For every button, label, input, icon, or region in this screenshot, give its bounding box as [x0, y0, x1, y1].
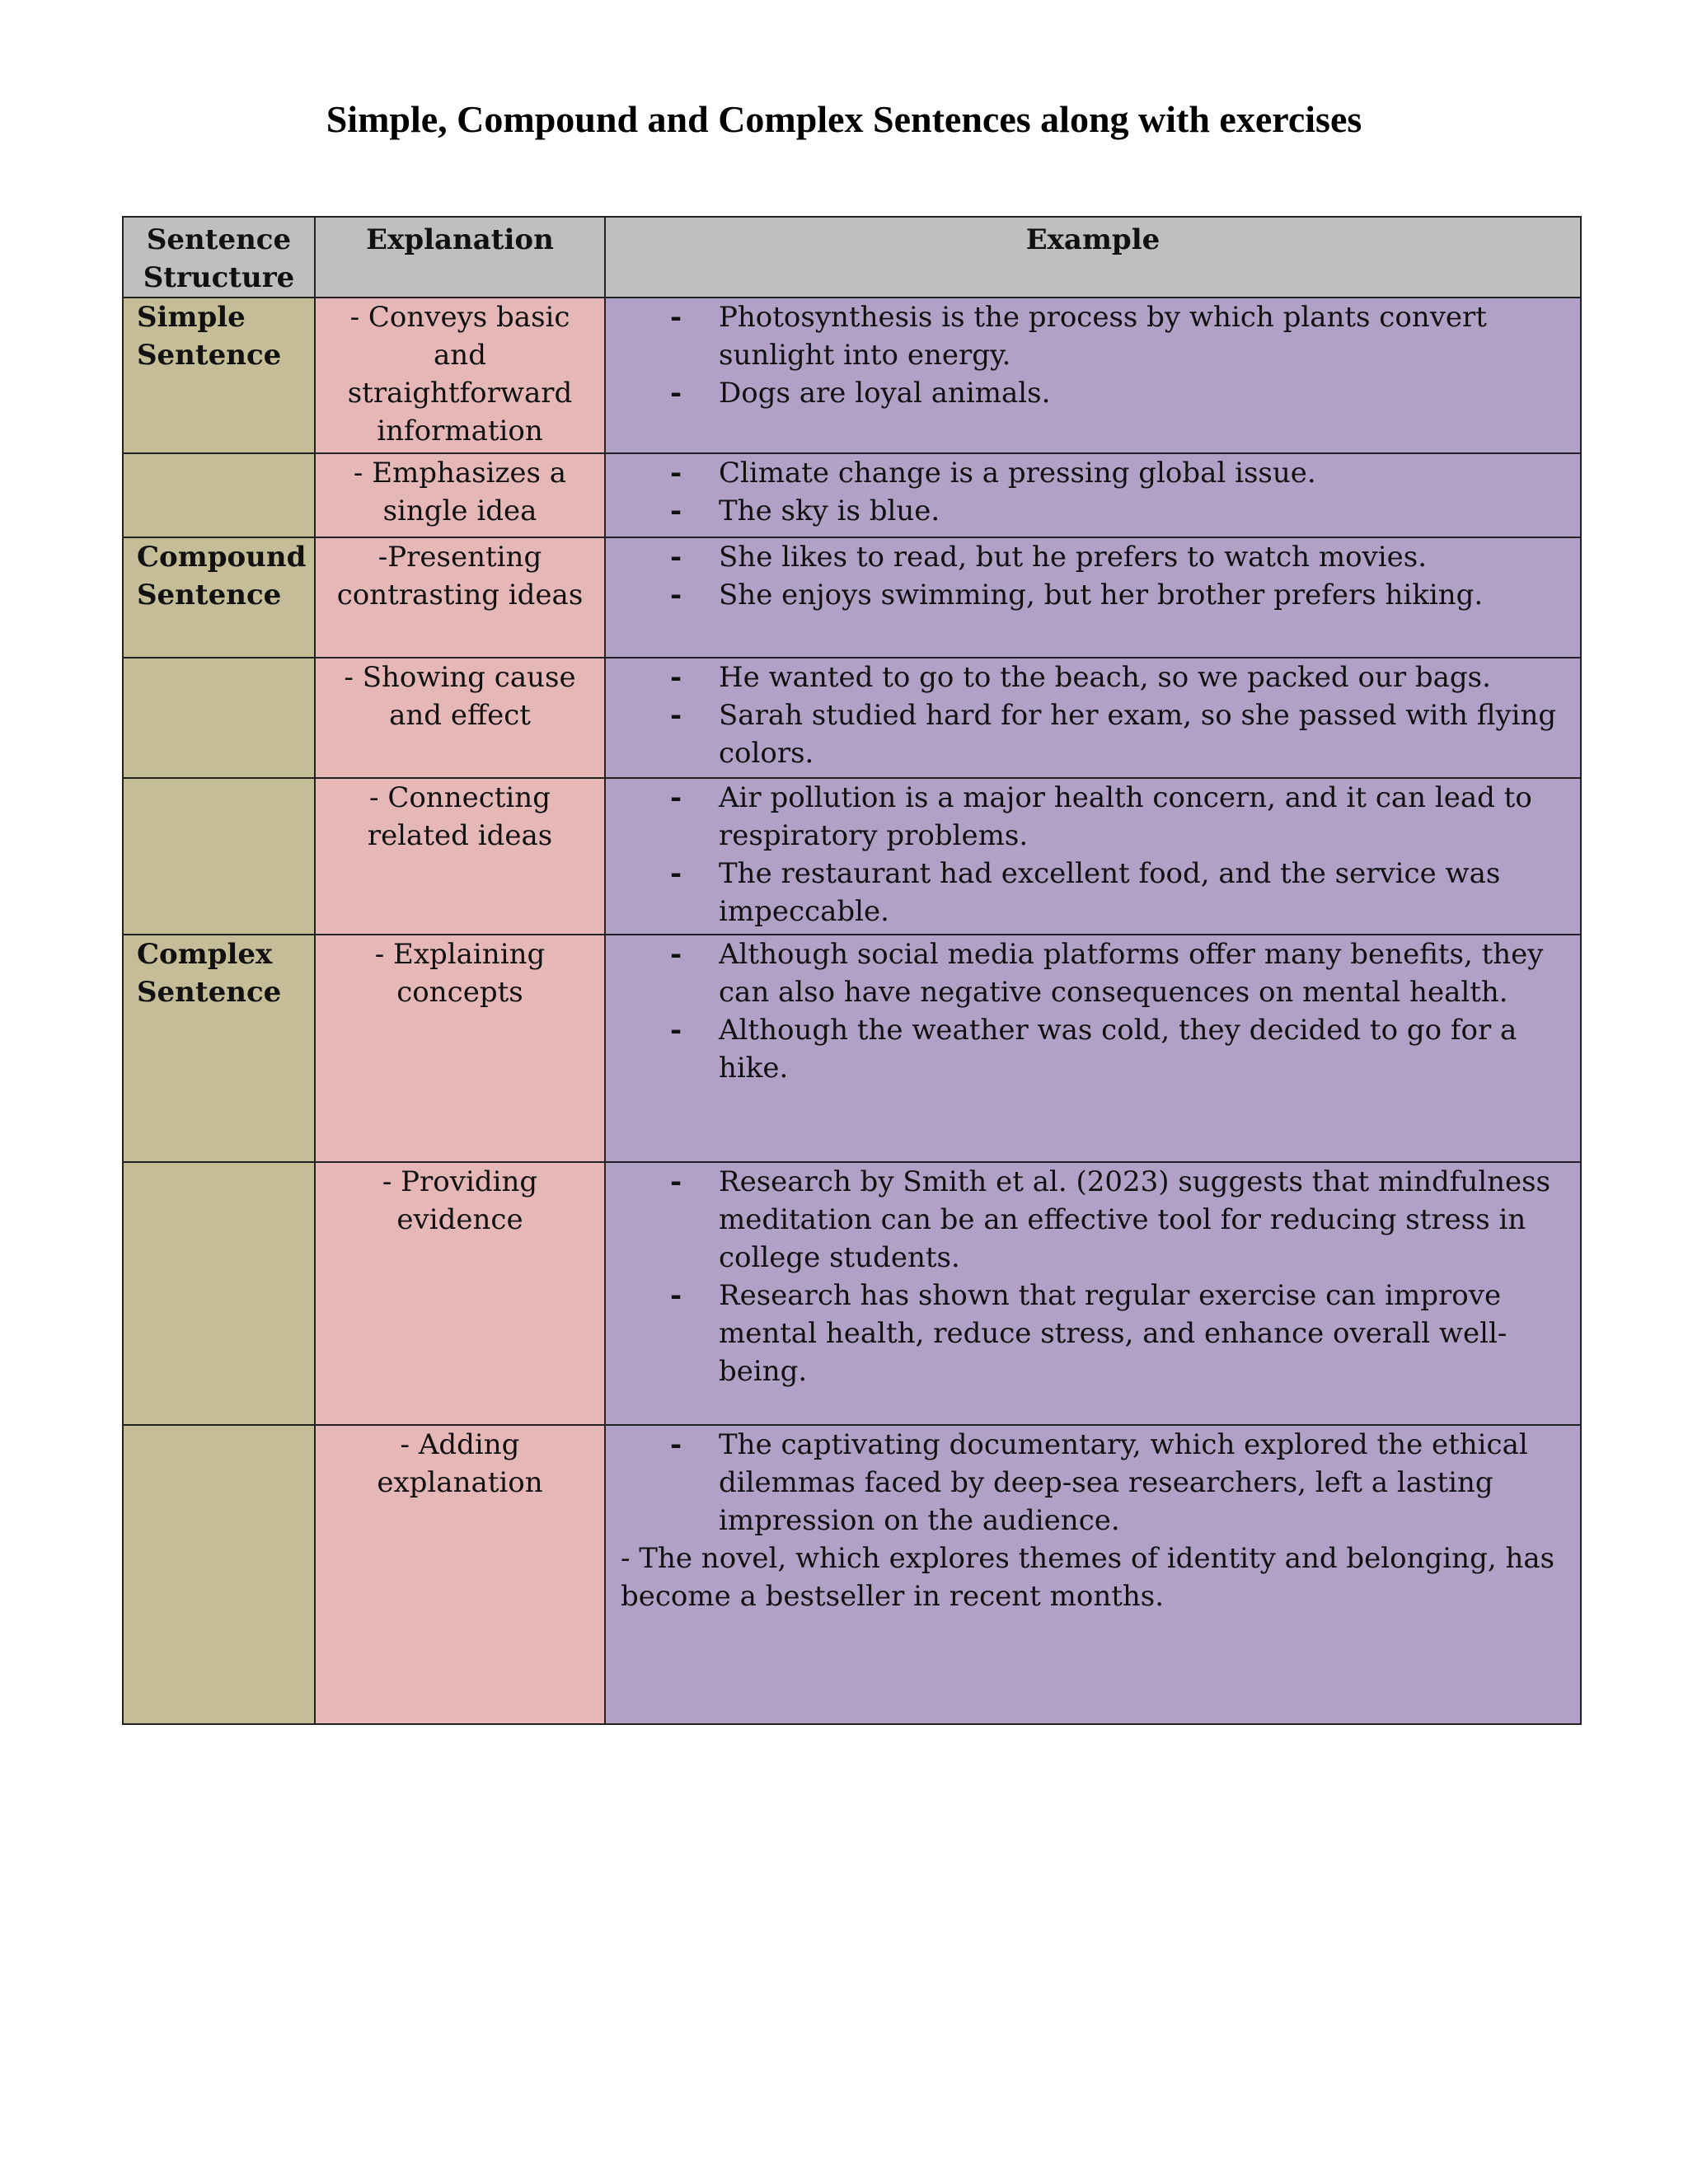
example-text: Research by Smith et al. (2023) suggests that mindfulness meditation can be an effective tool for reducing stress in college students. — [719, 1165, 1551, 1274]
structure-cell — [123, 935, 315, 1162]
bullet-dash: - — [670, 857, 682, 890]
bullet-dash: - — [670, 938, 682, 971]
explanation-line: contrasting ideas — [336, 579, 584, 612]
table-row — [123, 1162, 1581, 1425]
structure-line: Sentence — [137, 976, 282, 1009]
explanation-line: and effect — [389, 699, 531, 732]
bullet-dash: - — [670, 1279, 682, 1312]
explanation-line: - Emphasizes a — [353, 457, 567, 490]
example-item — [606, 492, 1572, 530]
example-text: Although the weather was cold, they decided to go for a hike. — [719, 1014, 1517, 1085]
example-text: Dogs are loyal animals. — [719, 377, 1051, 410]
explanation-line: - Connecting — [369, 781, 551, 814]
explanation-line: related ideas — [367, 819, 553, 852]
example-cell — [605, 658, 1581, 778]
table-row — [123, 1425, 1581, 1724]
explanation-line: - Explaining — [374, 938, 546, 971]
example-text: The restaurant had excellent food, and the service was impeccable. — [719, 857, 1501, 928]
explanation-line: - Adding — [400, 1428, 520, 1461]
structure-cell — [123, 537, 315, 658]
example-item — [606, 374, 1572, 412]
bullet-dash: - — [670, 1428, 682, 1461]
explanation-cell — [315, 935, 605, 1162]
explanation-line: - Showing cause — [344, 661, 576, 694]
example-text: Photosynthesis is the process by which plants convert sunlight into energy. — [719, 301, 1487, 372]
example-item — [606, 576, 1572, 614]
example-text: She enjoys swimming, but her brother prefers hiking. — [719, 579, 1484, 612]
structure-cell — [123, 453, 315, 537]
example-text: He wanted to go to the beach, so we packed our bags. — [719, 661, 1491, 694]
bullet-dash: - — [670, 541, 682, 574]
explanation-line: straightforward — [347, 377, 573, 410]
explanation-line: explanation — [377, 1466, 543, 1499]
example-cell — [605, 298, 1581, 453]
example-text-unbulleted: - The novel, which explores themes of identity and belonging, has become a bestseller in recent months. — [621, 1542, 1555, 1613]
example-item — [606, 454, 1572, 492]
example-item — [606, 658, 1572, 696]
structure-line: Simple — [137, 301, 246, 334]
example-item — [606, 779, 1572, 855]
example-item — [606, 298, 1572, 374]
bullet-dash: - — [670, 377, 682, 410]
example-cell — [605, 1162, 1581, 1425]
explanation-cell — [315, 1162, 605, 1425]
structure-line: Sentence — [137, 339, 282, 372]
table-row — [123, 935, 1581, 1162]
header-example: Example — [605, 217, 1581, 298]
example-text: Sarah studied hard for her exam, so she passed with flying colors. — [719, 699, 1557, 770]
header-sentence-structure — [123, 217, 315, 298]
structure-cell — [123, 658, 315, 778]
header-line: Sentence — [146, 223, 292, 256]
explanation-line: evidence — [396, 1203, 523, 1236]
example-cell — [605, 537, 1581, 658]
example-text: The captivating documentary, which explored the ethical dilemmas faced by deep-sea researchers, left a lasting impression on the audience. — [719, 1428, 1528, 1537]
example-text: Research has shown that regular exercise can improve mental health, reduce stress, and enhance overall well-being. — [719, 1279, 1507, 1388]
example-item — [606, 1277, 1572, 1390]
explanation-line: single idea — [382, 494, 537, 527]
table-row — [123, 298, 1581, 453]
example-cell — [605, 778, 1581, 935]
example-item — [606, 696, 1572, 772]
explanation-cell — [315, 778, 605, 935]
structure-cell — [123, 298, 315, 453]
sentence-structure-table — [122, 216, 1582, 1725]
structure-line: Sentence — [137, 579, 282, 612]
bullet-dash: - — [670, 1165, 682, 1198]
bullet-dash: - — [670, 781, 682, 814]
example-text: Although social media platforms offer many benefits, they can also have negative consequences on mental health. — [719, 938, 1544, 1009]
document-title: Simple, Compound and Complex Sentences along with exercises — [326, 98, 1362, 140]
explanation-line: - Providing — [382, 1165, 538, 1198]
explanation-line: information — [377, 415, 543, 448]
example-item — [606, 935, 1572, 1011]
bullet-dash: - — [670, 661, 682, 694]
table-row — [123, 453, 1581, 537]
example-item — [606, 1011, 1572, 1087]
explanation-cell — [315, 298, 605, 453]
bullet-dash: - — [670, 579, 682, 612]
table-row — [123, 778, 1581, 935]
example-text: Air pollution is a major health concern, and it can lead to respiratory problems. — [719, 781, 1532, 852]
structure-cell — [123, 778, 315, 935]
example-cell — [605, 453, 1581, 537]
structure-cell — [123, 1425, 315, 1724]
bullet-dash: - — [670, 1014, 682, 1047]
structure-line: Complex — [137, 938, 273, 971]
bullet-dash: - — [670, 301, 682, 334]
explanation-cell — [315, 537, 605, 658]
bullet-dash: - — [670, 494, 682, 527]
example-text: She likes to read, but he prefers to watch movies. — [719, 541, 1428, 574]
bullet-dash: - — [670, 699, 682, 732]
table-row — [123, 537, 1581, 658]
example-item — [606, 855, 1572, 930]
explanation-line: concepts — [396, 976, 523, 1009]
example-text: Climate change is a pressing global issue. — [719, 457, 1316, 490]
structure-cell — [123, 1162, 315, 1425]
example-item — [606, 538, 1572, 576]
example-text: The sky is blue. — [719, 494, 940, 527]
table-row — [123, 658, 1581, 778]
structure-line: Compound — [137, 541, 307, 574]
table-header-row — [123, 217, 1581, 298]
example-item — [606, 1163, 1572, 1277]
header-explanation: Explanation — [315, 217, 605, 298]
explanation-line: -Presenting — [377, 541, 542, 574]
example-cell — [605, 935, 1581, 1162]
bullet-dash: - — [670, 457, 682, 490]
explanation-cell — [315, 453, 605, 537]
header-line: Structure — [143, 261, 295, 294]
explanation-line: - Conveys basic — [349, 301, 570, 334]
explanation-line: and — [434, 339, 486, 372]
explanation-cell — [315, 1425, 605, 1724]
example-item — [606, 1426, 1572, 1540]
explanation-cell — [315, 658, 605, 778]
example-cell — [605, 1425, 1581, 1724]
